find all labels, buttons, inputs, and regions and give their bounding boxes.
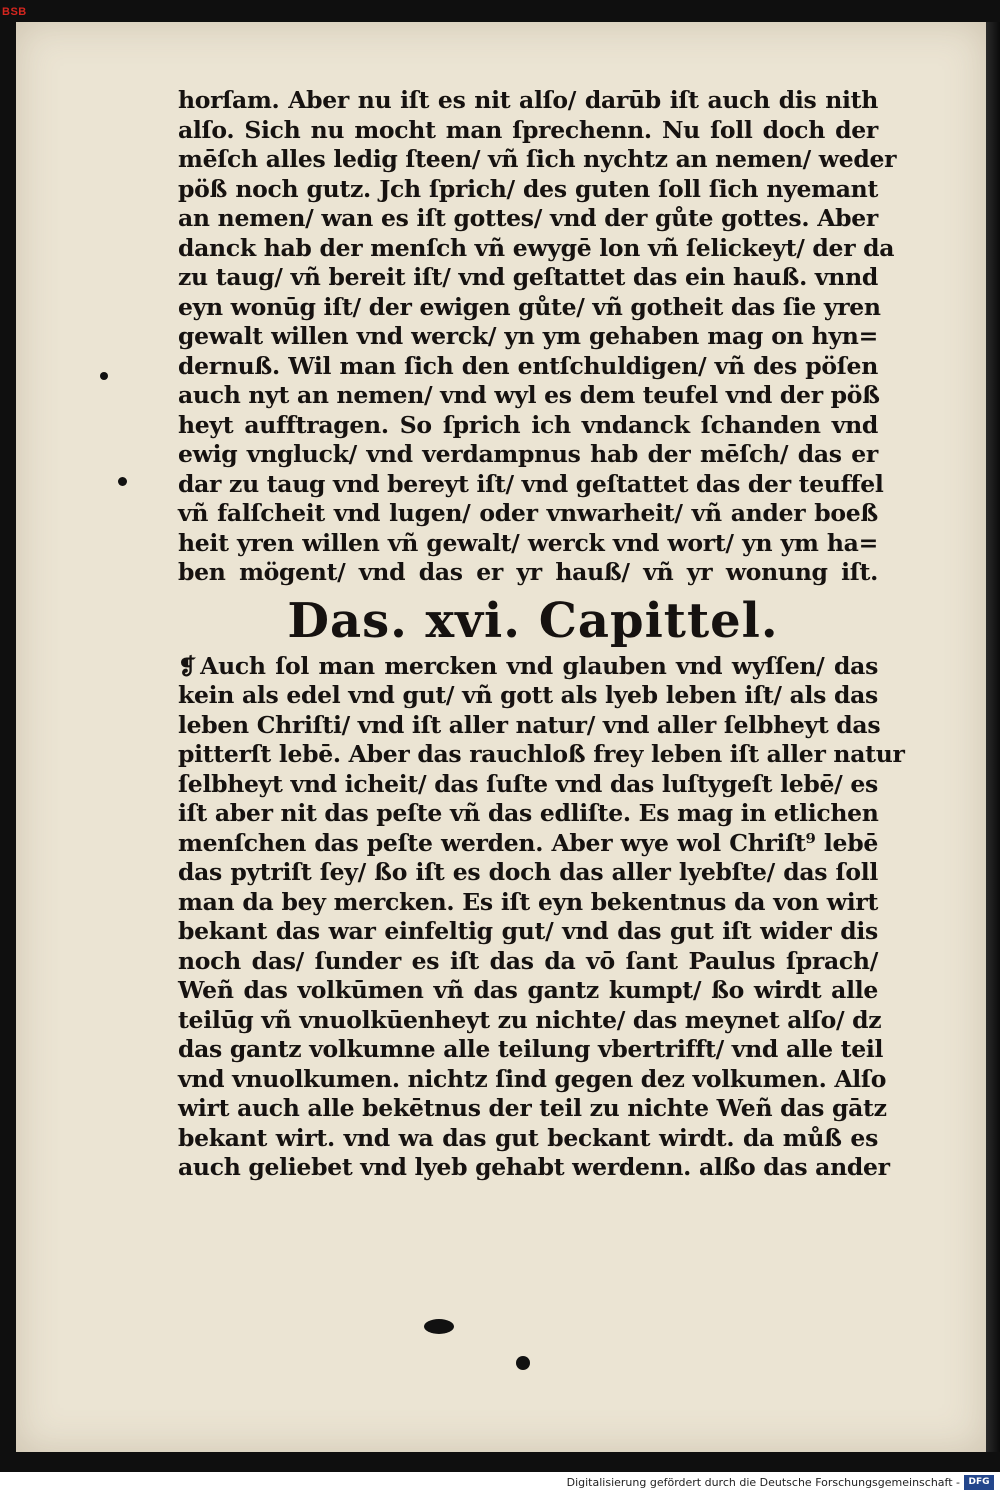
text-line: alſo. Sich nu mocht man ſprechenn. Nu ſoll doch der <box>178 115 878 144</box>
text-line: pitterſt lebē. Aber das rauchloß frey leben iſt aller natur <box>178 740 905 768</box>
text-line-content: Auch ſol man mercken vnd glauben vnd wyſſen/ das <box>200 651 878 680</box>
text-line: iſt aber nit das peſte vñ das edliſte. Es mag in etlichen <box>178 799 879 827</box>
bsb-watermark: BSB <box>2 6 27 18</box>
text-line <box>178 652 878 682</box>
text-line: zu taug/ vñ bereit iſt/ vnd geſtattet das ein hauß. vnnd <box>178 263 878 291</box>
text-line: das gantz volkumne alle teilung vbertrifft/ vnd alle teil <box>178 1035 884 1063</box>
text-line: dernuß. Wil man ſich den entſchuldigen/ vñ des pöſen <box>178 351 878 380</box>
text-line: danck hab der menſch vñ ewygē lon vñ ſelickeyt/ der da <box>178 233 895 262</box>
text-line: gewalt willen vnd werck/ yn ym gehaben mag on hyn= <box>178 322 878 350</box>
text-line: ben mögent/ vnd das er yr hauß/ vñ yr wonung iſt. <box>178 558 878 586</box>
footer-bar <box>0 1472 1000 1495</box>
text-line: ſelbheyt vnd icheit/ das ſuſte vnd das luſtygeſt lebē/ es <box>178 769 878 798</box>
pilcrow-mark: ❡ <box>178 653 197 680</box>
text-line: mēſch alles ledig ſteen/ vñ ſich nychtz an nemen/ weder <box>178 145 897 173</box>
text-line: noch das/ ſunder es iſt das da vō ſant Paulus ſprach/ <box>178 946 878 975</box>
text-line: auch nyt an nemen/ vnd wyl es dem teufel vnd der pöß <box>178 381 880 409</box>
text-line: wirt auch alle bekētnus der teil zu nichte Weñ das gātz <box>178 1094 887 1122</box>
text-line: horſam. Aber nu iſt es nit alſo/ darūb iſt auch dis nith <box>178 86 878 114</box>
ink-blot <box>100 372 108 380</box>
text-line: vñ falſcheit vnd lugen/ oder vnwarheit/ vñ ander boeß <box>178 499 878 527</box>
text-line: man da bey mercken. Es iſt eyn bekentnus da von wirt <box>178 887 878 916</box>
text-line: Weñ das volkūmen vñ das gantz kumpt/ ßo wirdt alle <box>178 976 878 1004</box>
funding-credit: Digitalisierung gefördert durch die Deutsche Forschungsgemeinschaft - <box>566 1476 960 1489</box>
text-line: kein als edel vnd gut/ vñ gott als lyeb leben iſt/ als das <box>178 681 878 709</box>
page-text <box>178 86 905 1183</box>
text-line: menſchen das peſte werden. Aber wye wol Chriſt⁹ lebē <box>178 828 878 857</box>
text-line: dar zu taug vnd bereyt iſt/ vnd geſtattet das der teuffel <box>178 469 884 498</box>
text-line: ewig vngluck/ vnd verdampnus hab der mēſch/ das er <box>178 440 878 468</box>
ink-blot <box>424 1319 454 1334</box>
text-line: heyt aufftragen. So ſprich ich vndanck ſchanden vnd <box>178 410 878 439</box>
text-line: an nemen/ wan es iſt gottes/ vnd der gůte gottes. Aber <box>178 204 878 232</box>
text-line: vnd vnuolkumen. nichtz ſind gegen dez volkumen. Alſo <box>178 1064 887 1093</box>
dfg-logo: DFG <box>964 1475 994 1490</box>
text-line: bekant wirt. vnd wa das gut beckant wirdt. da můß es <box>178 1123 878 1152</box>
text-line: auch geliebet vnd lyeb gehabt werdenn. alßo das ander <box>178 1153 890 1181</box>
text-line: heit yren willen vñ gewalt/ werck vnd wort/ yn ym ha= <box>178 528 878 557</box>
page-edge <box>986 22 1000 1452</box>
ink-blot <box>516 1356 530 1370</box>
text-line: teilūg vñ vnuolkūenheyt zu nichte/ das meynet alſo/ dz <box>178 1005 882 1034</box>
chapter-heading: Das. xvi. Capittel. <box>287 592 779 649</box>
text-line: bekant das war einfeltig gut/ vnd das gut iſt wider dis <box>178 917 878 945</box>
text-line: das pytriſt ſey/ ßo iſt es doch das aller lyebſte/ das ſoll <box>178 858 878 886</box>
text-line: eyn wonūg iſt/ der ewigen gůte/ vñ gotheit das ſie yren <box>178 292 881 321</box>
ink-blot <box>118 477 127 486</box>
text-line: pöß noch gutz. Jch ſprich/ des guten ſoll ſich nyemant <box>178 174 878 203</box>
text-line: leben Chriſti/ vnd iſt aller natur/ vnd aller ſelbheyt das <box>178 710 881 739</box>
